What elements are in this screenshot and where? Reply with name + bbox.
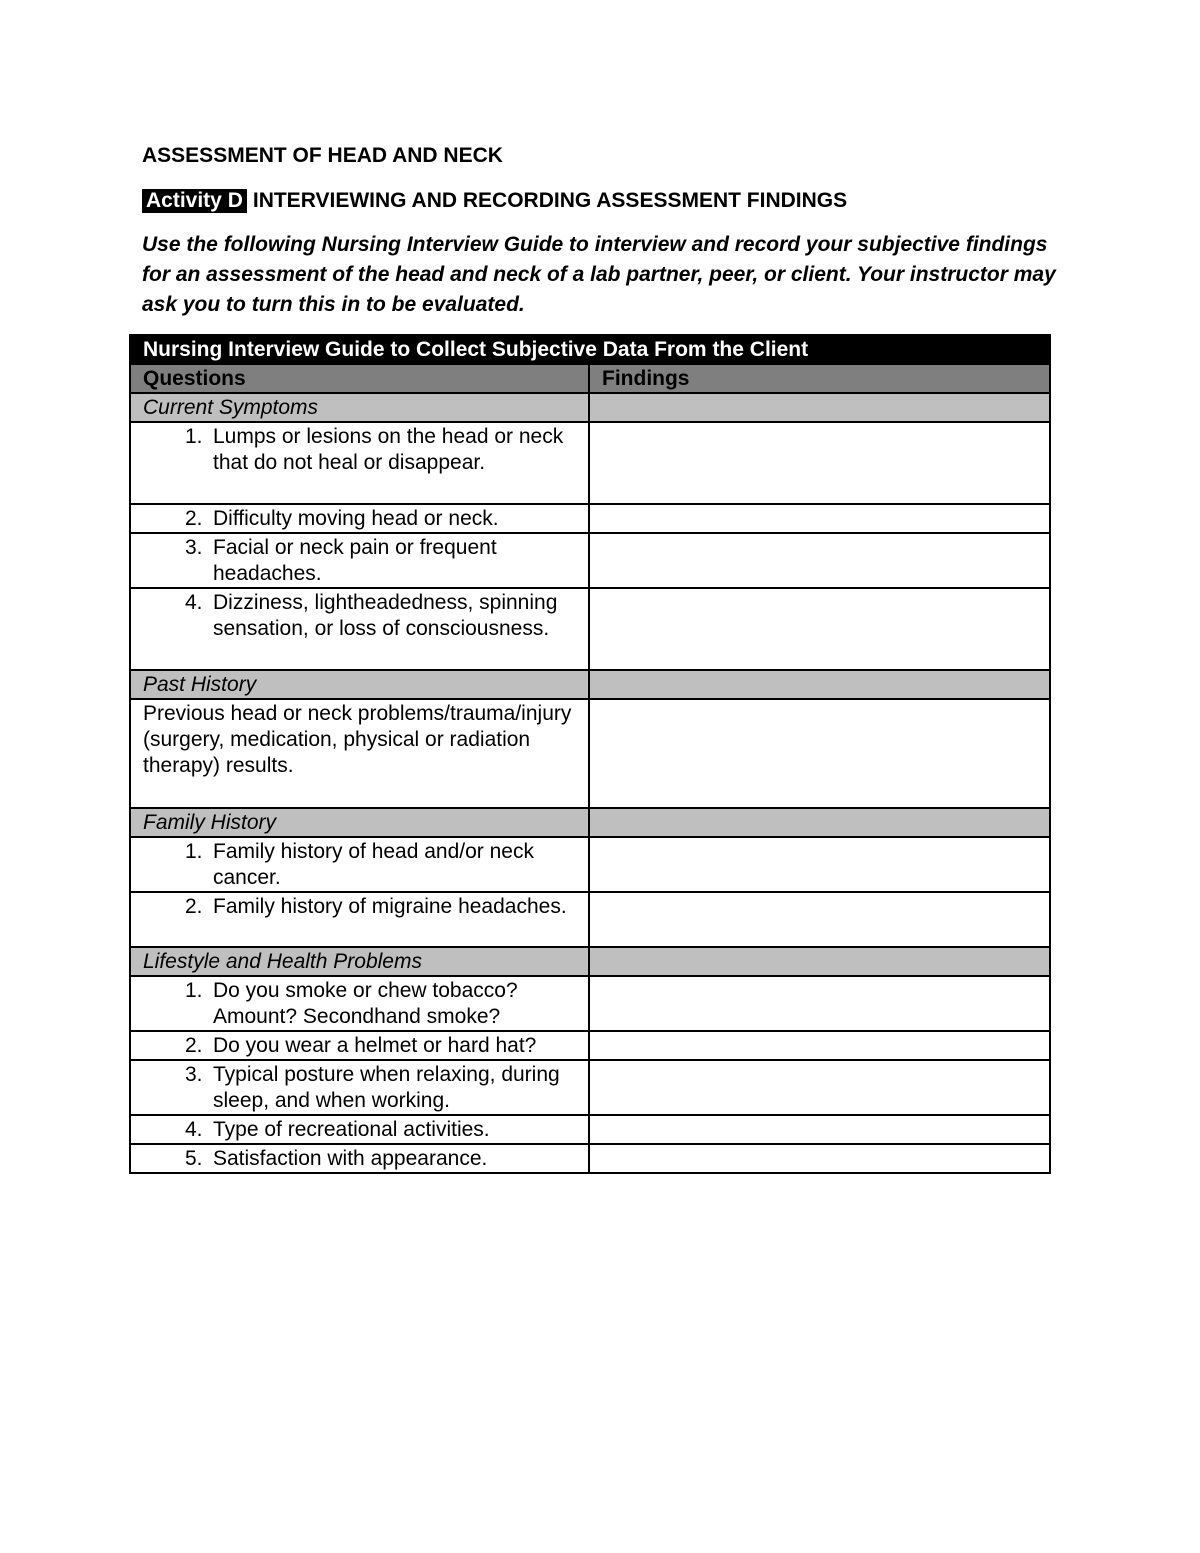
section-findings-cell xyxy=(589,670,1050,699)
findings-cell[interactable] xyxy=(589,504,1050,533)
section-label: Past History xyxy=(130,670,589,699)
question-cell xyxy=(130,837,589,892)
table-row xyxy=(130,422,1050,504)
question-text: Typical posture when relaxing, during sleep, and when working. xyxy=(213,1063,560,1112)
table-row xyxy=(130,1060,1050,1115)
question-text: Family history of head and/or neck cancer. xyxy=(213,840,534,889)
findings-cell[interactable] xyxy=(589,837,1050,892)
findings-cell[interactable] xyxy=(589,699,1050,808)
question-cell xyxy=(130,422,589,504)
item-number: 2. xyxy=(185,895,203,918)
question-text: Do you smoke or chew tobacco? Amount? Secondhand smoke? xyxy=(213,979,518,1028)
table-row xyxy=(130,1144,1050,1173)
item-number: 3. xyxy=(185,1063,203,1086)
item-number: 3. xyxy=(185,536,203,559)
findings-cell[interactable] xyxy=(589,892,1050,947)
section-row-current-symptoms xyxy=(130,393,1050,422)
table-title: Nursing Interview Guide to Collect Subjective Data From the Client xyxy=(130,335,1050,364)
table-header-row xyxy=(130,364,1050,393)
findings-cell[interactable] xyxy=(589,588,1050,670)
item-number: 5. xyxy=(185,1147,203,1170)
instructions-text: Use the following Nursing Interview Guide to interview and record your subjective findings for an assessment of the head and neck of a lab partner, peer, or client. Your instructor may ask you to turn this in to be evaluated. xyxy=(142,233,1056,316)
activity-badge: Activity D xyxy=(142,189,247,213)
findings-cell[interactable] xyxy=(589,1115,1050,1144)
table-row xyxy=(130,533,1050,588)
findings-cell[interactable] xyxy=(589,422,1050,504)
table-row xyxy=(130,837,1050,892)
table-row xyxy=(130,892,1050,947)
question-cell xyxy=(130,1115,589,1144)
question-text: Do you wear a helmet or hard hat? xyxy=(213,1034,537,1057)
activity-heading xyxy=(142,188,847,214)
activity-title: INTERVIEWING AND RECORDING ASSESSMENT FINDINGS xyxy=(252,189,848,212)
item-number: 4. xyxy=(185,591,203,614)
table-row xyxy=(130,1115,1050,1144)
section-findings-cell xyxy=(589,947,1050,976)
question-cell xyxy=(130,1144,589,1173)
item-number: 4. xyxy=(185,1118,203,1141)
findings-header: Findings xyxy=(589,364,1050,393)
question-text: Facial or neck pain or frequent headaches. xyxy=(213,536,497,585)
findings-cell[interactable] xyxy=(589,1031,1050,1060)
section-label: Lifestyle and Health Problems xyxy=(130,947,589,976)
question-text: Difficulty moving head or neck. xyxy=(213,507,499,530)
findings-cell[interactable] xyxy=(589,1144,1050,1173)
item-number: 1. xyxy=(185,425,203,448)
interview-guide-table xyxy=(129,334,1051,1174)
question-cell xyxy=(130,1031,589,1060)
table-row xyxy=(130,504,1050,533)
section-row-family-history xyxy=(130,808,1050,837)
document-title: ASSESSMENT OF HEAD AND NECK xyxy=(142,144,503,167)
section-label: Current Symptoms xyxy=(130,393,589,422)
item-number: 2. xyxy=(185,1034,203,1057)
question-cell xyxy=(130,533,589,588)
section-row-past-history xyxy=(130,670,1050,699)
question-cell xyxy=(130,588,589,670)
question-text: Lumps or lesions on the head or neck that do not heal or disappear. xyxy=(213,425,564,474)
table-row xyxy=(130,976,1050,1031)
table-title-row xyxy=(130,335,1050,364)
question-cell xyxy=(130,892,589,947)
section-label: Family History xyxy=(130,808,589,837)
section-findings-cell xyxy=(589,393,1050,422)
table-row xyxy=(130,1031,1050,1060)
table-row xyxy=(130,699,1050,808)
findings-cell[interactable] xyxy=(589,1060,1050,1115)
question-cell xyxy=(130,504,589,533)
item-number: 1. xyxy=(185,840,203,863)
question-cell: Previous head or neck problems/trauma/injury (surgery, medication, physical or radiation therapy) results. xyxy=(130,699,589,808)
item-number: 2. xyxy=(185,507,203,530)
question-cell xyxy=(130,1060,589,1115)
findings-cell[interactable] xyxy=(589,533,1050,588)
section-findings-cell xyxy=(589,808,1050,837)
findings-cell[interactable] xyxy=(589,976,1050,1031)
table-row xyxy=(130,588,1050,670)
question-text: Type of recreational activities. xyxy=(213,1118,490,1141)
question-cell xyxy=(130,976,589,1031)
question-text: Family history of migraine headaches. xyxy=(213,895,567,918)
item-number: 1. xyxy=(185,979,203,1002)
question-text: Dizziness, lightheadedness, spinning sensation, or loss of consciousness. xyxy=(213,591,558,640)
section-row-lifestyle xyxy=(130,947,1050,976)
questions-header: Questions xyxy=(130,364,589,393)
question-text: Satisfaction with appearance. xyxy=(213,1147,488,1170)
